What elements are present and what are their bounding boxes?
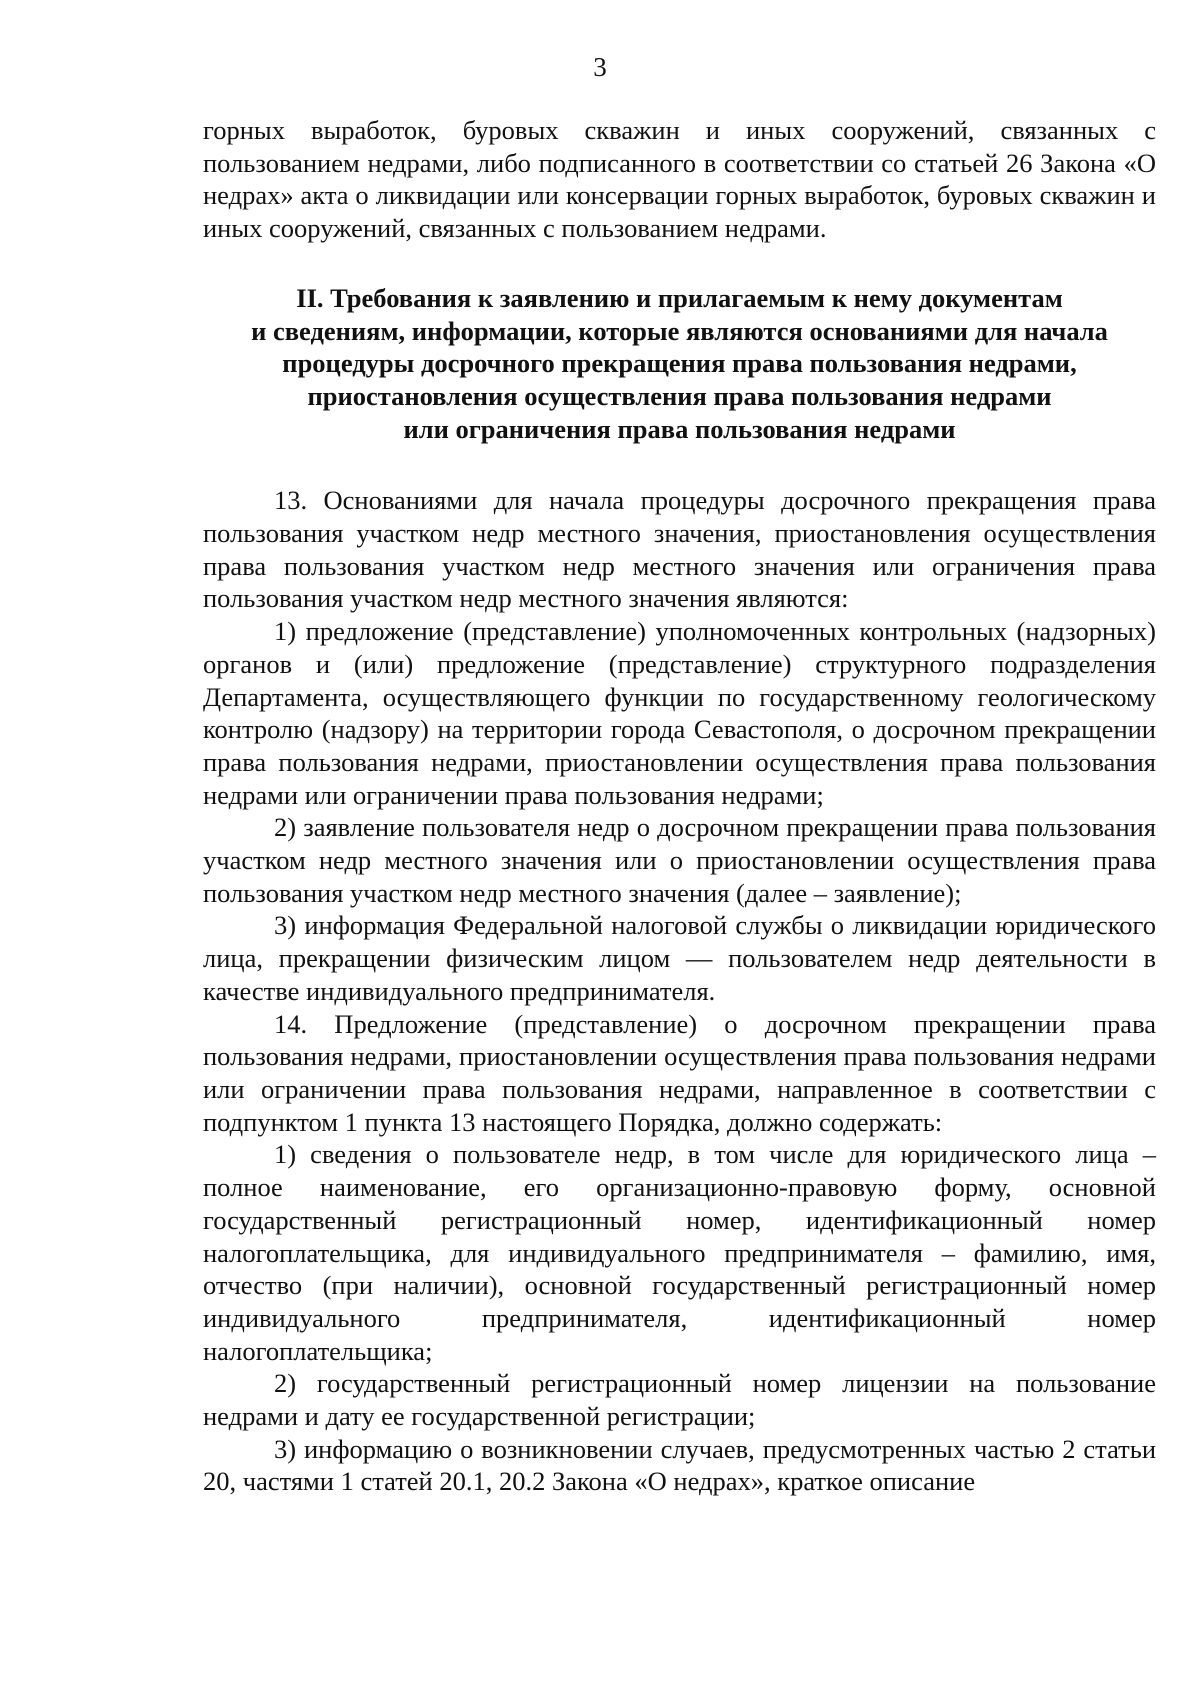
- paragraph-13-item-1: 1) предложение (представление) уполномоченных контрольных (надзорных) органов и (или) предложение (представление) структурного подразделения Департамента, осуществляющего функции по государственному геологическому контролю (надзору) на территории города Севастополя, о досрочном прекращении права пользования недрами, приостановлении осуществления права пользования недрами или ограничении права пользования недрами;: [203, 616, 1156, 810]
- paragraph-14-item-2: 2) государственный регистрационный номер лицензии на пользование недрами и дату ее государственной регистрации;: [203, 1368, 1156, 1432]
- paragraph-13: 13. Основаниями для начала процедуры досрочного прекращения права пользования участком недр местного значения, приостановления осуществления права пользования участком недр местного значения или ограничения права пользования участком недр местного значения являются:: [203, 485, 1156, 614]
- section-heading-line: или ограничения права пользования недрами: [403, 413, 956, 444]
- paragraph-13-item-2: 2) заявление пользователя недр о досрочном прекращении права пользования участком недр местного значения или о приостановлении осуществления права пользования участком недр местного значения (далее – заявление);: [203, 812, 1156, 908]
- page-number: 3: [593, 52, 607, 82]
- section-heading-line: процедуры досрочного прекращения права пользования недрами,: [282, 348, 1077, 379]
- intro-paragraph: горных выработок, буровых скважин и иных сооружений, связанных с пользованием недрами, либо подписанного в соответствии со статьей 26 Закона «О недрах» акта о ликвидации или консервации горных выработок, буровых скважин и иных сооружений, связанных с пользованием недрами.: [203, 115, 1156, 244]
- section-heading-line: и сведениям, информации, которые являются основаниями для начала: [251, 315, 1108, 346]
- document-body: [203, 114, 1156, 1498]
- section-heading-line: приостановления осуществления права пользования недрами: [307, 380, 1052, 411]
- paragraph-14: 14. Предложение (представление) о досрочном прекращении права пользования недрами, приостановлении осуществления права пользования недрами или ограничении права пользования недрами, направленное в соответствии с подпунктом 1 пункта 13 настоящего Порядка, должно содержать:: [203, 1008, 1156, 1137]
- section-heading: [203, 282, 1156, 446]
- paragraph-14-item-3: 3) информацию о возникновении случаев, предусмотренных частью 2 статьи 20, частями 1 статей 20.1, 20.2 Закона «О недрах», краткое описание: [203, 1433, 1156, 1497]
- paragraph-14-item-1: 1) сведения о пользователе недр, в том числе для юридического лица – полное наименование, его организационно-правовую форму, основной государственный регистрационный номер, идентификационный номер налогоплательщика, для индивидуального предпринимателя – фамилию, имя, отчество (при наличии), основной государственный регистрационный номер индивидуального предпринимателя, идентификационный номер налогоплательщика;: [203, 1139, 1156, 1366]
- paragraph-13-item-3: 3) информация Федеральной налоговой службы о ликвидации юридического лица, прекращении физическим лицом — пользователем недр деятельности в качестве индивидуального предпринимателя.: [203, 910, 1156, 1006]
- section-heading-line: II. Требования к заявлению и прилагаемым к нему документам: [296, 282, 1063, 313]
